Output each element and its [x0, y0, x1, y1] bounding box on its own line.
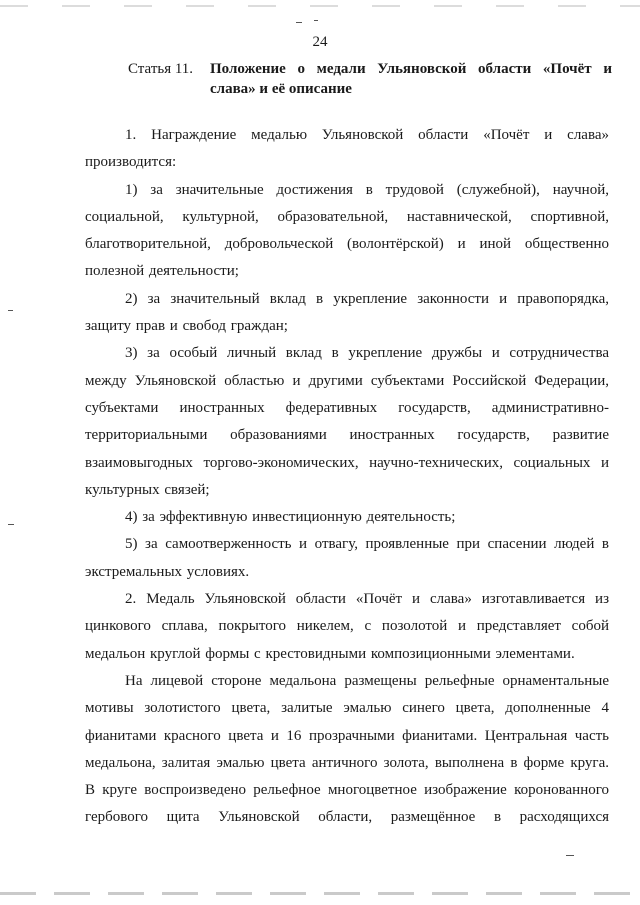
paragraph-subitem-4: 4) за эффективную инвестиционную деятельность;	[125, 509, 456, 526]
paragraph-item-2: 2. Медаль Ульяновской области «Почёт и слава» изготавливается из цинкового сплава, покрытого никелем, с позолотой и представляет собой медальон круглой формы с крестовидными композиционными элементами.	[85, 591, 609, 662]
scan-mark	[8, 524, 14, 525]
page-number: 24	[312, 34, 328, 50]
paragraph-subitem-5: 5) за самоотверженность и отвагу, проявленные при спасении людей в экстремальных условиях.	[85, 536, 609, 580]
article-body	[85, 122, 609, 832]
paragraph-obverse-description: На лицевой стороне медальона размещены рельефные орнаментальные мотивы золотистого цвета, залитые эмалью синего цвета, дополненные 4 фианитами красного цвета и 16 прозрачными фианитами. Центральная часть медальона, залитая эмалью цвета античного золота, выполнена в форме круга. В круге воспроизведено рельефное многоцветное изображение коронованного гербового щита Ульяновской области, размещённое в расходящихся	[85, 672, 609, 826]
paragraph-subitem-3: 3) за особый личный вклад в укрепление дружбы и сотрудничества между Ульяновской областью и другими субъектами Российской Федерации, субъектами иностранных федеративных государств, административно-территориальными образованиями иностранных государств, развитие взаимовыгодных торгово-экономических, научно-технических, социальных и культурных связей;	[85, 345, 609, 498]
scan-mark	[314, 20, 318, 21]
paragraph-subitem-1: 1) за значительные достижения в трудовой (служебной), научной, социальной, культурной, образовательной, наставнической, спортивной, благотворительной, добровольческой (волонтёрской) и иной общественно полезной деятельности;	[85, 181, 609, 280]
scan-edge-bottom	[0, 888, 640, 900]
paragraph-subitem-2: 2) за значительный вклад в укрепление законности и правопорядка, защиту прав и свобод граждан;	[85, 290, 609, 335]
article-label: Статья 11.	[128, 61, 194, 77]
scan-mark	[8, 310, 13, 311]
paragraph-item-1: 1. Награждение медалью Ульяновской области «Почёт и слава» производится:	[85, 127, 609, 171]
scan-mark	[566, 855, 574, 856]
scan-edge-top	[0, 0, 640, 12]
article-title: Положение о медали Ульяновской области «Почёт и слава» и её описание	[210, 61, 612, 97]
scan-mark	[296, 22, 302, 23]
